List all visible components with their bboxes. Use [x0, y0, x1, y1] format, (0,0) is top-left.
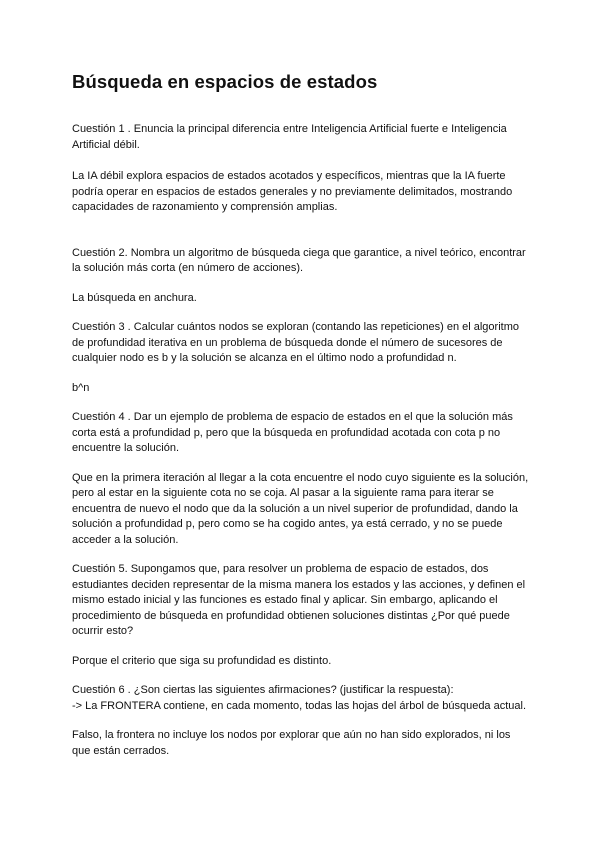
answer-1: La IA débil explora espacios de estados acotados y específicos, mientras que la IA fuerte podría operar en espacios de estados generales y no previamente delimitados, mostrando capacidades de razonamiento y comprensión amplias. [72, 170, 513, 213]
question-1: Cuestión 1 . Enuncia la principal diferencia entre Inteligencia Artificial fuerte e Inteligencia Artificial débil. [72, 123, 507, 151]
question-6: Cuestión 6 . ¿Son ciertas las siguientes afirmaciones? (justificar la respuesta): [72, 684, 454, 696]
answer-6: Falso, la frontera no incluye los nodos por explorar que aún no han sido explorados, ni los que están cerrados. [72, 729, 511, 757]
question-2: Cuestión 2. Nombra un algoritmo de búsqueda ciega que garantice, a nivel teórico, encontrar la solución más corta (en número de acciones). [72, 246, 526, 274]
answer-5: Porque el criterio que siga su profundidad es distinto. [72, 654, 332, 667]
answer-4: Que en la primera iteración al llegar a la cota encuentre el nodo cuyo siguiente es la solución, pero al estar en la siguiente cota no se coja. Al pasar a la siguiente rama para iterar se encuentra de nuevo el nodo que da la solución a un nivel superior de profundidad, dando la solución a profundidad p, pero como se ha cogido antes, ya está cerrado, y no se puede acceder a la solución. [72, 471, 529, 546]
document-title: Búsqueda en espacios de estados [72, 71, 378, 92]
question-3: Cuestión 3 . Calcular cuántos nodos se exploran (contando las repeticiones) en el algoritmo de profundidad iterativa en un problema de búsqueda donde el número de sucesores de cualquier nodo es b y la solución se alcanza en el último nodo a profundidad n. [72, 321, 519, 364]
question-6-statement: -> La FRONTERA contiene, en cada momento, todas las hojas del árbol de búsqueda actual. [72, 699, 527, 712]
question-5: Cuestión 5. Supongamos que, para resolver un problema de espacio de estados, dos estudiantes deciden representar de la misma manera los estados y las acciones, y definen el mismo estado inicial y las funciones es estado final y aplicar. Sin embargo, aplicando el procedimiento de búsqueda en profundidad obtienen soluciones distintas ¿Por qué puede ocurrir esto? [72, 563, 526, 637]
answer-3: b^n [72, 381, 90, 394]
question-4: Cuestión 4 . Dar un ejemplo de problema de espacio de estados en el que la solución más corta está a profundidad p, pero que la búsqueda en profundidad acotada con cota p no encuentre la solución. [72, 411, 513, 454]
answer-2: La búsqueda en anchura. [72, 291, 197, 304]
